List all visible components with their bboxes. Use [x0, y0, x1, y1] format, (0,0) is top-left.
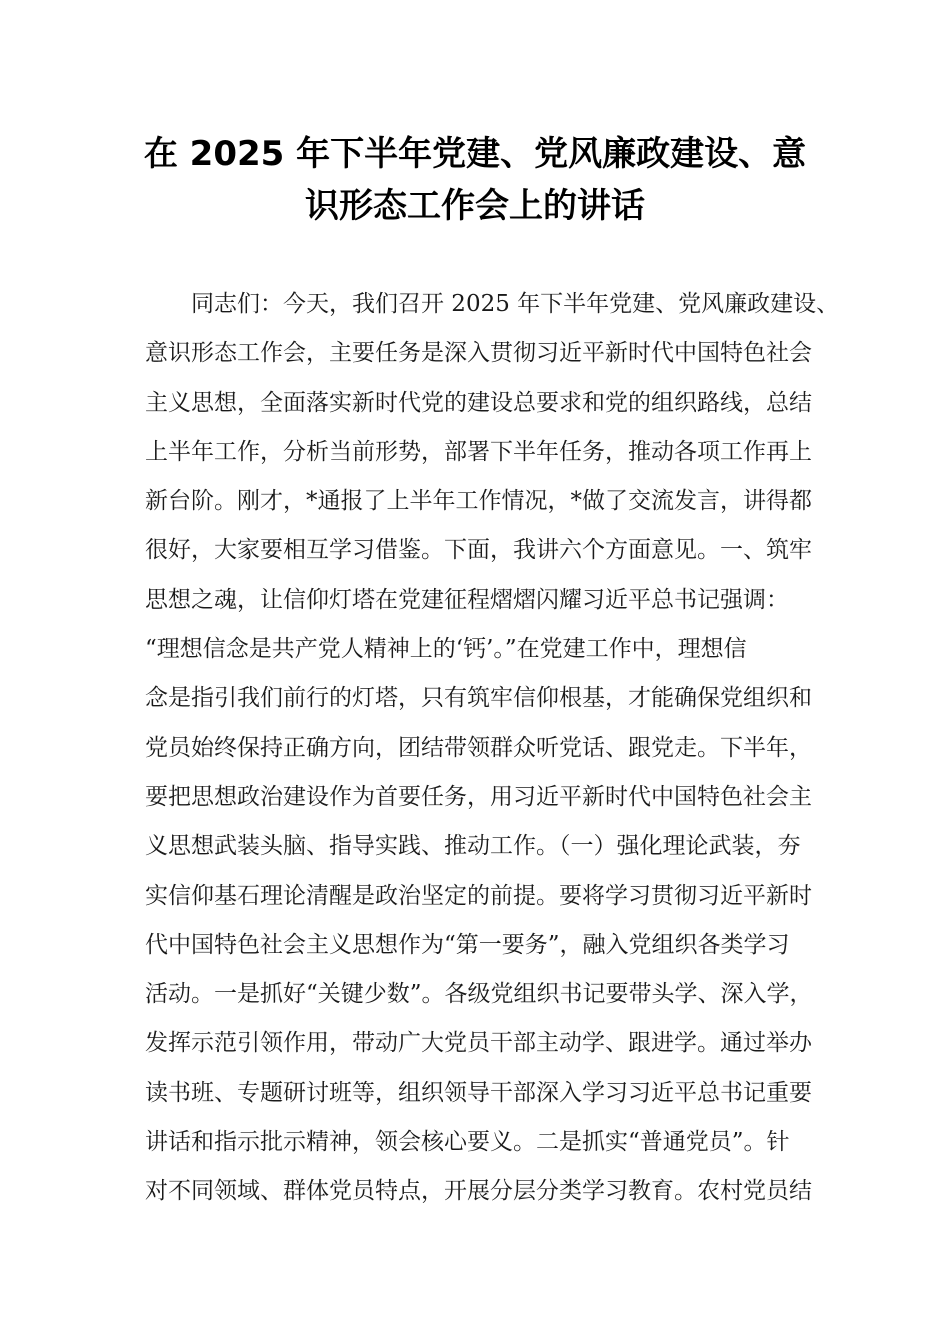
body-line: 意识形态工作会，主要任务是深入贯彻习近平新时代中国特色社会	[145, 340, 812, 367]
body-line: 义思想武装头脑、指导实践、推动工作。（一）强化理论武装，夯	[145, 833, 801, 860]
body-line: 讲话和指示批示精神，领会核心要义。二是抓实“普通党员”。针	[145, 1129, 790, 1156]
body-line: 同志们：今天，我们召开 2025 年下半年党建、党风廉政建设、	[191, 291, 840, 317]
body-line: 思想之魂，让信仰灯塔在党建征程熠熠闪耀习近平总书记强调：	[145, 586, 789, 613]
title-line-1: 在 2025 年下半年党建、党风廉政建设、意	[143, 134, 807, 174]
document-body	[145, 280, 840, 1217]
body-line: 实信仰基石理论清醒是政治坚定的前提。要将学习贯彻习近平新时	[145, 882, 812, 909]
body-line: 要把思想政治建设作为首要任务，用习近平新时代中国特色社会主	[145, 783, 812, 810]
title-line-2: 识形态工作会上的讲话	[305, 186, 645, 226]
body-line: “理想信念是共产党人精神上的‘钙’。”在党建工作中，理想信	[145, 636, 747, 663]
body-line: 新台阶。刚才，*通报了上半年工作情况，*做了交流发言，讲得都	[145, 488, 812, 515]
body-line: 很好，大家要相互学习借鉴。下面，我讲六个方面意见。一、筑牢	[145, 537, 812, 564]
body-line: 对不同领域、群体党员特点，开展分层分类学习教育。农村党员结	[145, 1178, 812, 1205]
body-line: 党员始终保持正确方向，团结带领群众听党话、跟党走。下半年，	[145, 734, 812, 761]
body-line: 主义思想，全面落实新时代党的建设总要求和党的组织路线，总结	[145, 389, 812, 416]
body-line: 念是指引我们前行的灯塔，只有筑牢信仰根基，才能确保党组织和	[145, 685, 812, 712]
body-line: 代中国特色社会主义思想作为“第一要务”，融入党组织各类学习	[145, 931, 790, 958]
document-title	[100, 128, 850, 232]
body-line: 读书班、专题研讨班等，组织领导干部深入学习习近平总书记重要	[145, 1079, 812, 1106]
body-line: 发挥示范引领作用，带动广大党员干部主动学、跟进学。通过举办	[145, 1030, 812, 1057]
body-line: 上半年工作，分析当前形势，部署下半年任务，推动各项工作再上	[145, 438, 812, 465]
body-line: 活动。一是抓好“关键少数”。各级党组织书记要带头学、深入学，	[145, 981, 813, 1008]
